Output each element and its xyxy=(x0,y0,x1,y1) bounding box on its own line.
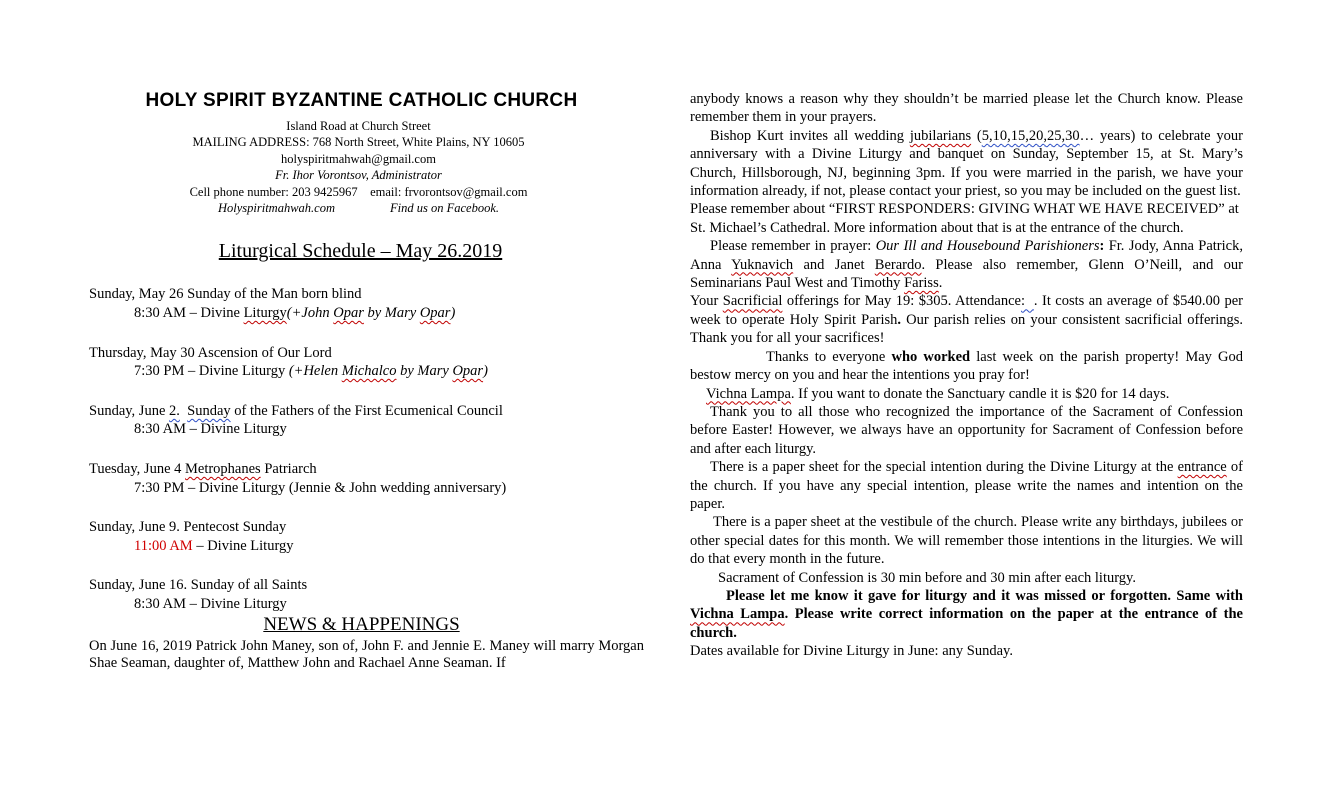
event-time: 7:30 PM xyxy=(134,479,185,496)
schedule-event xyxy=(89,460,644,497)
event-time: 8:30 AM xyxy=(134,305,186,322)
schedule-event xyxy=(89,518,644,555)
event-service-word: Liturgy xyxy=(243,305,287,322)
facebook-note: Find us on Facebook. xyxy=(390,201,500,216)
event-service-text: – Divine xyxy=(184,363,242,380)
admin-email: email: frvorontsov@gmail.com xyxy=(370,184,528,199)
web-line xyxy=(73,200,644,216)
administrator: Fr. Ihor Vorontsov, Administrator xyxy=(275,168,442,183)
schedule-event xyxy=(89,285,644,322)
schedule-title: Liturgical Schedule – May 26.2019 xyxy=(218,240,503,263)
event-service xyxy=(89,595,644,614)
event-service xyxy=(89,362,644,381)
event-service-text: – Divine Liturgy (Jennie & John wedding anniversary) xyxy=(184,479,507,496)
event-day: Sunday, June 16. Sunday of all Saints xyxy=(89,577,308,594)
event-service-text: – Divine Liturgy xyxy=(192,537,294,554)
contact-line xyxy=(73,184,644,200)
paragraph-dates-available: Dates available for Divine Liturgy in June: any Sunday. xyxy=(690,643,1013,660)
paragraph-wedding-continued: anybody knows a reason why they shouldn’t be married please let the Church know. Please remember them in your prayers. xyxy=(690,91,1243,126)
location-line: Island Road at Church Street xyxy=(286,119,431,133)
schedule-event xyxy=(89,402,644,439)
cell-phone: Cell phone number: 203 9425967 xyxy=(189,184,358,199)
paragraph-special-intention: There is a paper sheet for the special intention during the Divine Liturgy at the entrance of the church. If you have any special intention, please write the names and intention on the paper. xyxy=(690,459,1243,512)
paragraph-offerings: Your Sacrificial offerings for May 19: $305. Attendance: . It costs an average of $540.00 per week to operate Holy Spirit Parish. Our parish relies on your consistent sacrificial offerings. Thank you for all your sacrifices! xyxy=(690,293,1244,347)
paragraph-vichna-lampa: Vichna Lampa. If you want to donate the Sanctuary candle it is $20 for 14 days. xyxy=(706,385,1170,402)
paragraph-prayer: Please remember in prayer: Our Ill and Housebound Parishioners: Fr. Jody, Anna Patrick, Anna Yuknavich and Janet Berardo. Please also remember, Glenn O’Neill, and our Seminarians Paul West and Timothy Fariss. xyxy=(690,238,1243,292)
event-service xyxy=(89,304,644,323)
event-day: Tuesday, June 4 Metrophanes Patriarch xyxy=(89,461,317,477)
news-title: NEWS & HAPPENINGS xyxy=(263,613,460,635)
church-email: holyspiritmahwah@gmail.com xyxy=(281,151,436,166)
paragraph-liturgy-notice: Please let me know it gave for liturgy and it was missed or forgotten. Same with Vichna Lampa. Please write correct information on the paper at the entrance of the church. xyxy=(690,587,1243,641)
event-service xyxy=(89,420,644,439)
news-text: On June 16, 2019 Patrick John Maney, son of, John F. and Jennie E. Maney will marry Morgan Shae Seaman, daughter of, Matthew John and Rachael Anne Seaman. If xyxy=(89,637,644,672)
event-intention: (+John Opar by Mary Opar) xyxy=(286,305,456,322)
left-column xyxy=(89,90,644,673)
event-time: 7:30 PM xyxy=(134,363,185,380)
event-day: Sunday, May 26 Sunday of the Man born blind xyxy=(89,286,362,303)
event-time: 8:30 AM xyxy=(134,421,186,438)
event-time: 11:00 AM xyxy=(134,537,193,554)
event-service xyxy=(89,537,644,556)
event-service xyxy=(89,479,644,498)
event-intention: (+Helen Michalco by Mary Opar) xyxy=(285,363,488,380)
schedule-event xyxy=(89,344,644,381)
church-name: HOLY SPIRIT BYZANTINE CATHOLIC CHURCH xyxy=(145,90,578,111)
paragraph-first-responders: Please remember about “FIRST RESPONDERS: GIVING WHAT WE HAVE RECEIVED” at St. Michael’s Cathedral. More information about that is at the entrance of the church. xyxy=(690,201,1239,236)
header-block xyxy=(73,118,644,216)
event-day: Sunday, June 9. Pentecost Sunday xyxy=(89,519,287,536)
paragraph-confession-thanks: Thank you to all those who recognized the importance of the Sacrament of Confession before Easter! However, we always have an opportunity for Sacrament of Confession before and after each liturgy. xyxy=(690,403,1243,457)
paragraph-vestibule: There is a paper sheet at the vestibule of the church. Please write any birthdays, jubilees or other special dates for this month. We will remember those intentions in the liturgies. We will do that every month in the future. xyxy=(690,514,1243,568)
event-day: Thursday, May 30 Ascension of Our Lord xyxy=(89,344,332,361)
event-time: 8:30 AM xyxy=(134,595,186,612)
event-service-text: – Divine Liturgy xyxy=(185,421,287,438)
mailing-address: MAILING ADDRESS: 768 North Street, White Plains, NY 10605 xyxy=(192,135,525,150)
event-service-word: Liturgy xyxy=(241,363,286,380)
paragraph-thanks: Thanks to everyone who worked last week on the parish property! May God bestow mercy on you and hear the intentions you pray for! xyxy=(690,348,1243,384)
website: Holyspiritmahwah.com xyxy=(217,201,335,216)
event-day: Sunday, June 2. Sunday of the Fathers of the First Ecumenical Council xyxy=(89,402,503,419)
paragraph-jubilarians: Bishop Kurt invites all wedding jubilarians (5,10,15,20,25,30… years) to celebrate your anniversary with a Divine Liturgy and banquet on Sunday, September 15, at St. Mary’s Church, Hillsborough, NJ, beginning 3pm. If you were married in the parish, we have your information already, if not, please contact your priest, so you may be included on the guest list. xyxy=(690,127,1243,200)
event-service-text: – Divine xyxy=(185,305,244,322)
paragraph-confession-times: Sacrament of Confession is 30 min before and 30 min after each liturgy. xyxy=(718,569,1136,586)
event-service-text: – Divine Liturgy xyxy=(185,595,287,612)
right-column xyxy=(690,90,1243,661)
schedule-event xyxy=(89,576,644,613)
